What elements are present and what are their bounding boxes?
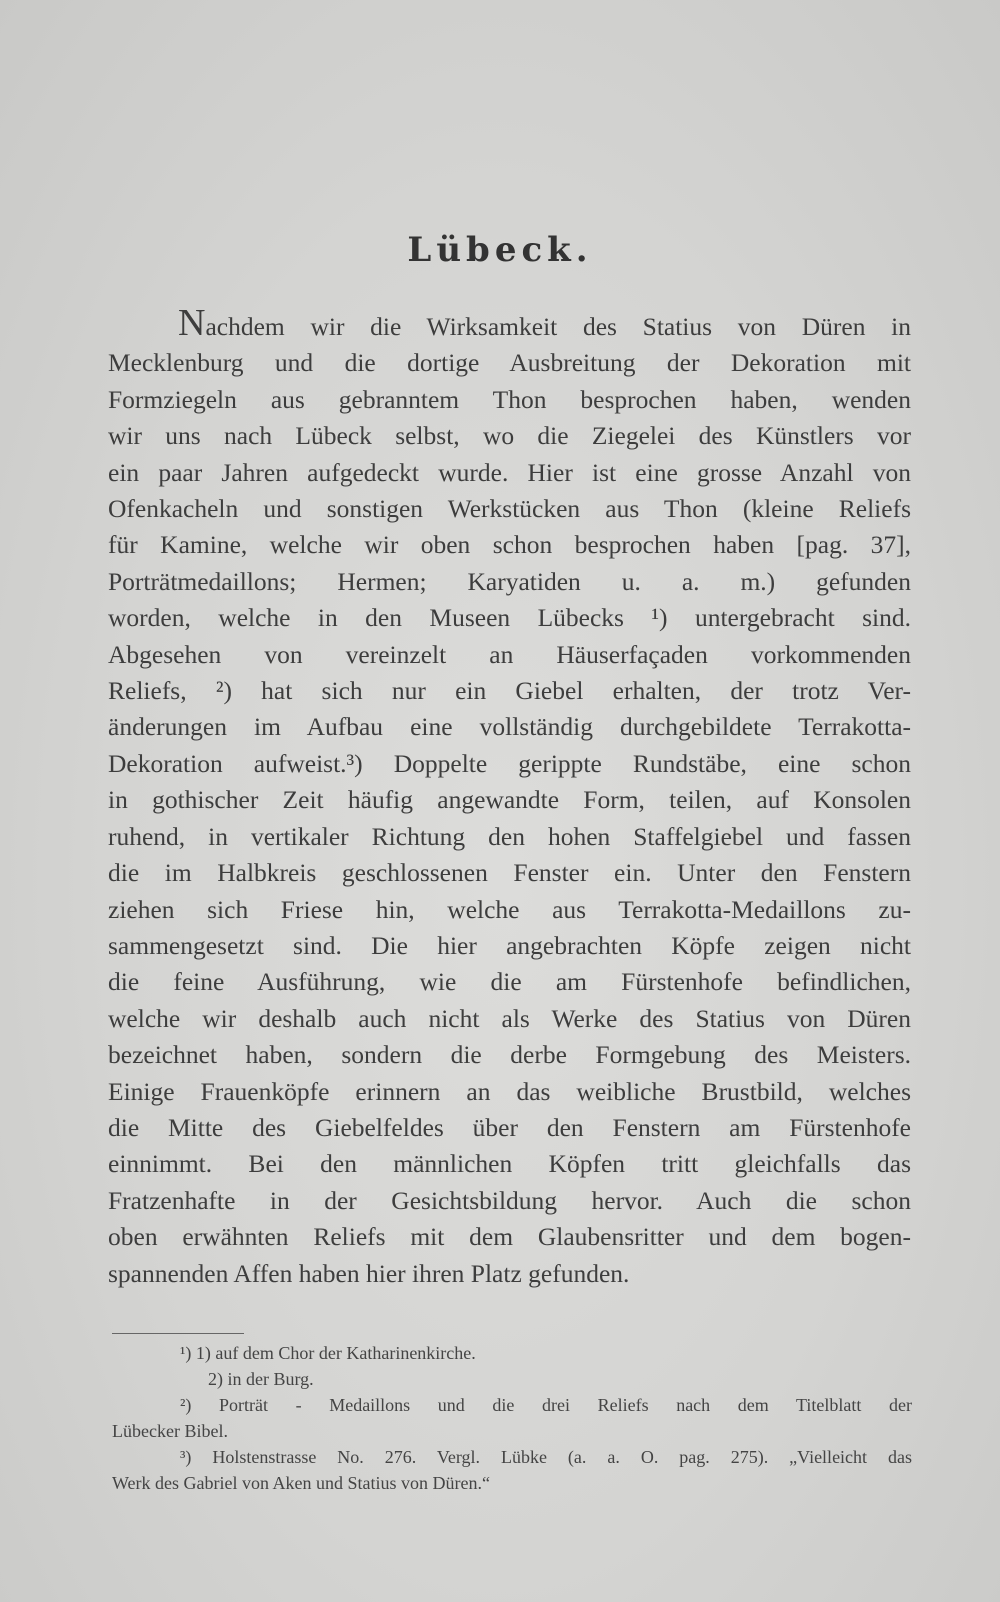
paragraph-line: einnimmt. Bei den männlichen Köpfen tritt gleichfalls das (108, 1149, 911, 1179)
paragraph-line: oben erwähnten Reliefs mit dem Glaubensritter und dem bogen- (108, 1222, 911, 1252)
footnote-divider (112, 1333, 244, 1334)
main-paragraph (108, 304, 911, 1292)
paragraph-line: die im Halbkreis geschlossenen Fenster ein. Unter den Fenstern (108, 858, 911, 888)
paragraph-line: bezeichnet haben, sondern die derbe Formgebung des Meisters. (108, 1040, 911, 1070)
paragraph-line: welche wir deshalb auch nicht als Werke des Statius von Düren (108, 1003, 911, 1033)
footnote-3-cont: Werk des Gabriel von Aken und Statius von Düren.“ (112, 1473, 490, 1493)
paragraph-line: Formziegeln aus gebranntem Thon besprochen haben, wenden (108, 384, 911, 414)
paragraph-line (108, 304, 911, 345)
paragraph-line: Einige Frauenköpfe erinnern an das weibliche Brustbild, welches (108, 1076, 911, 1106)
footnote-2-cont: Lübecker Bibel. (112, 1421, 228, 1441)
paragraph-line: die Mitte des Giebelfeldes über den Fenstern am Fürstenhofe (108, 1112, 911, 1142)
paragraph-line: Fratzenhafte in der Gesichtsbildung hervor. Auch die schon (108, 1185, 911, 1215)
paragraph-line: ruhend, in vertikaler Richtung den hohen Staffelgiebel und fassen (108, 821, 911, 851)
paragraph-line: Reliefs, ²) hat sich nur ein Giebel erhalten, der trotz Ver- (108, 676, 911, 706)
drop-cap: N (178, 302, 206, 344)
paragraph-line: für Kamine, welche wir oben schon besprochen haben [pag. 37], (108, 530, 911, 560)
paragraph-line: ziehen sich Friese hin, welche aus Terrakotta-Medaillons zu- (108, 894, 911, 924)
paragraph-line: Dekoration aufweist.³) Doppelte gerippte Rundstäbe, eine schon (108, 748, 911, 778)
page-title: Lübeck. (407, 230, 593, 270)
paragraph-line: wir uns nach Lübeck selbst, wo die Ziegelei des Künstlers vor (108, 421, 911, 451)
line-text: achdem wir die Wirksamkeit des Statius von Düren in (205, 312, 911, 341)
footnote-2: ²) Porträt - Medaillons und die drei Reliefs nach dem Titelblatt der (180, 1395, 912, 1415)
paragraph-line: Ofenkacheln und sonstigen Werkstücken aus Thon (kleine Reliefs (108, 494, 911, 524)
paragraph-line: Porträtmedaillons; Hermen; Karyatiden u. a. m.) gefunden (108, 566, 911, 596)
paragraph-line: Mecklenburg und die dortige Ausbreitung der Dekoration mit (108, 348, 911, 378)
footnotes (112, 1340, 912, 1496)
paragraph-line: in gothischer Zeit häufig angewandte Form, teilen, auf Konsolen (108, 785, 911, 815)
paragraph-line: worden, welche in den Museen Lübecks ¹) untergebracht sind. (108, 603, 911, 633)
footnote-1-sub: 2) in der Burg. (208, 1369, 314, 1389)
paragraph-line: ein paar Jahren aufgedeckt wurde. Hier ist eine grosse Anzahl von (108, 457, 911, 487)
paragraph-line: sammengesetzt sind. Die hier angebrachten Köpfe zeigen nicht (108, 930, 911, 960)
footnote-3: ³) Holstenstrasse No. 276. Vergl. Lübke (a. a. O. pag. 275). „Vielleicht das (180, 1447, 912, 1467)
footnote-1: ¹) 1) auf dem Chor der Katharinenkirche. (180, 1343, 476, 1363)
paragraph-line: spannenden Affen haben hier ihren Platz gefunden. (108, 1258, 630, 1288)
paragraph-line: Abgesehen von vereinzelt an Häuserfaçaden vorkommenden (108, 639, 911, 669)
paragraph-line: änderungen im Aufbau eine vollständig durchgebildete Terrakotta- (108, 712, 911, 742)
paragraph-line: die feine Ausführung, wie die am Fürstenhofe befindlichen, (108, 967, 911, 997)
